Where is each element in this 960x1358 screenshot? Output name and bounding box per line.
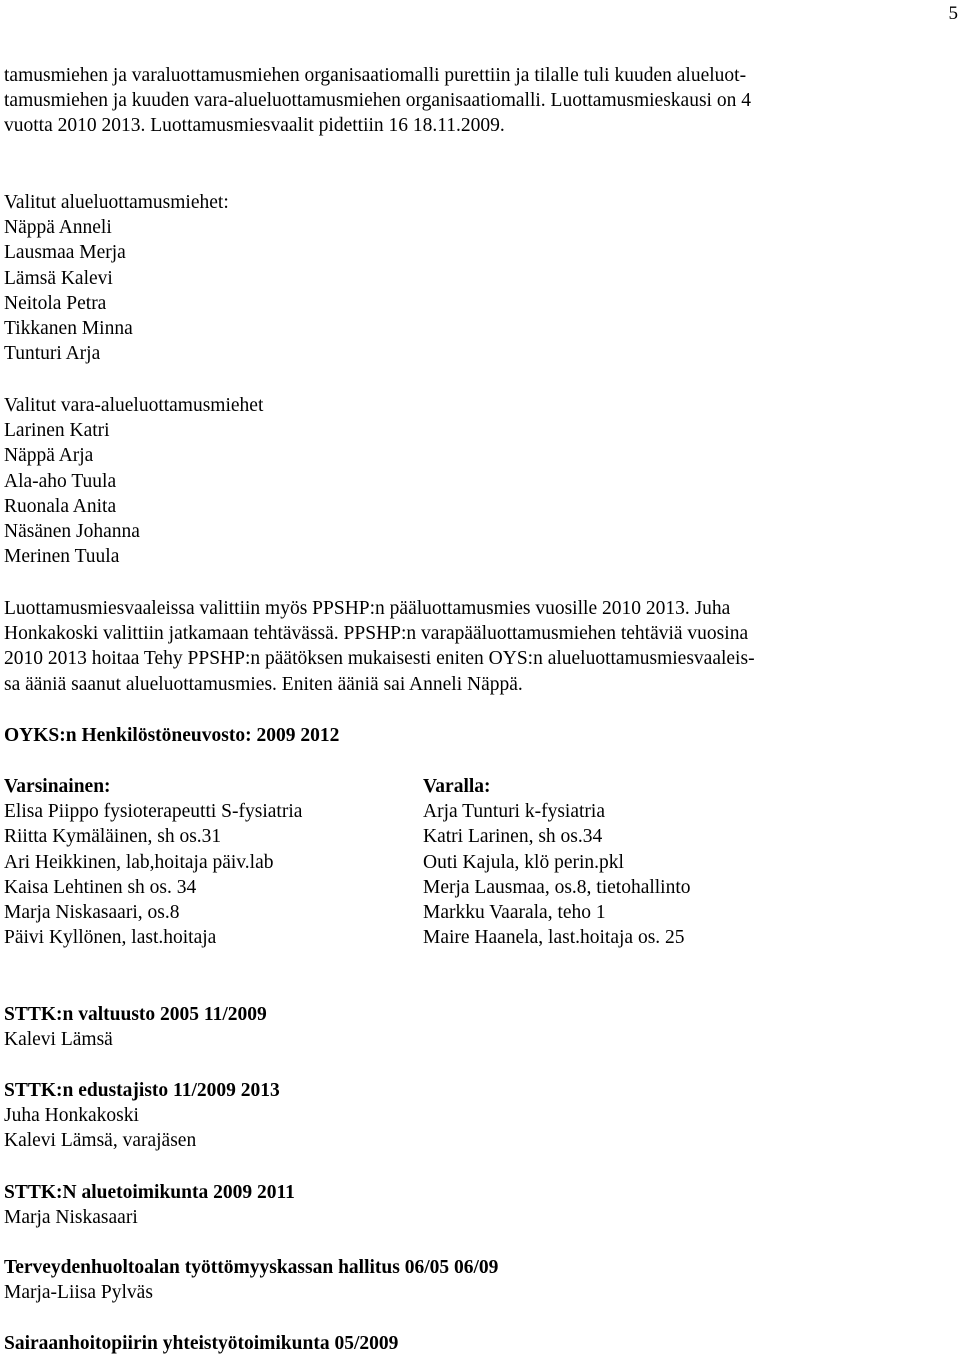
list-item: Larinen Katri	[4, 420, 110, 442]
list-item: Näppä Arja	[4, 445, 94, 467]
vara-luottamusmiehet-list	[4, 393, 864, 569]
vara-heading: Valitut vara-alueluottamusmiehet	[4, 395, 264, 416]
paragraph-line: sa ääniä saanut alueluottamusmies. Eniten ääniä sai Anneli Näppä.	[4, 673, 523, 695]
varsinainen-column	[4, 774, 302, 950]
section-heading: Terveydenhuoltoalan työttömyyskassan hallitus 06/05 06/09	[4, 1257, 499, 1278]
sttk-valtuusto-section	[4, 1002, 864, 1052]
list-item: Näsänen Johanna	[4, 521, 140, 543]
varalla-heading: Varalla:	[423, 776, 491, 797]
alue-luottamusmiehet-list	[4, 190, 864, 366]
sttk-aluetoimikunta-section	[4, 1180, 864, 1230]
list-item: Arja Tunturi k-fysiatria	[423, 801, 605, 823]
sttk-edustajisto-section	[4, 1078, 864, 1154]
varsinainen-heading: Varsinainen:	[4, 776, 111, 797]
list-item: Kaisa Lehtinen sh os. 34	[4, 876, 197, 898]
section-heading: STTK:N aluetoimikunta 2009 2011	[4, 1182, 295, 1203]
list-item: Merja Lausmaa, os.8, tietohallinto	[423, 876, 691, 898]
list-item: Näppä Anneli	[4, 217, 112, 239]
yhteistyotoimikunta-section	[4, 1331, 864, 1356]
varalla-column	[423, 774, 691, 950]
list-item: Markku Vaarala, teho 1	[423, 902, 606, 924]
tyottomyyskassa-section	[4, 1255, 864, 1305]
list-item: Kalevi Lämsä	[4, 1029, 113, 1051]
oyks-heading: OYKS:n Henkilöstöneuvosto: 2009 2012	[4, 725, 340, 746]
list-item: Merinen Tuula	[4, 546, 120, 568]
list-item: Marja Niskasaari, os.8	[4, 902, 180, 924]
list-item: Katri Larinen, sh os.34	[423, 826, 603, 848]
list-item: Ari Heikkinen, lab,hoitaja päiv.lab	[4, 851, 274, 873]
list-item: Outi Kajula, klö perin.pkl	[423, 851, 624, 873]
list-item: Lausmaa Merja	[4, 242, 126, 264]
list-item: Ruonala Anita	[4, 495, 117, 517]
list-item: Neitola Petra	[4, 292, 107, 314]
alue-heading: Valitut alueluottamusmiehet:	[4, 192, 229, 213]
list-item: Maire Haanela, last.hoitaja os. 25	[423, 927, 685, 949]
list-item: Riitta Kymäläinen, sh os.31	[4, 826, 222, 848]
intro-line: tamusmiehen ja kuuden vara-alueluottamusmiehen organisaatiomalli. Luottamusmieskausi on 4	[4, 90, 751, 112]
intro-paragraph	[4, 63, 864, 139]
section-heading: STTK:n edustajisto 11/2009 2013	[4, 1080, 280, 1101]
paragraph-line: 2010 2013 hoitaa Tehy PPSHP:n päätöksen mukaisesti eniten OYS:n alueluottamusmiesvaaleis-	[4, 648, 755, 670]
section-heading: Sairaanhoitopiirin yhteistyötoimikunta 05/2009	[4, 1333, 399, 1354]
list-item: Päivi Kyllönen, last.hoitaja	[4, 927, 217, 949]
list-item: Marja Niskasaari	[4, 1207, 138, 1229]
page-number: 5	[948, 3, 958, 24]
list-item: Kalevi Lämsä, varajäsen	[4, 1130, 197, 1152]
election-paragraph	[4, 596, 864, 697]
paragraph-line: Honkakoski valittiin jatkamaan tehtävässä. PPSHP:n varapääluottamusmiehen tehtäviä vuosina	[4, 623, 749, 645]
intro-line: tamusmiehen ja varaluottamusmiehen organisaatiomalli purettiin ja tilalle tuli kuuden alueluot-	[4, 65, 747, 86]
list-item: Tunturi Arja	[4, 343, 101, 365]
list-item: Elisa Piippo fysioterapeutti S-fysiatria	[4, 801, 303, 823]
list-item: Juha Honkakoski	[4, 1105, 139, 1127]
section-heading: STTK:n valtuusto 2005 11/2009	[4, 1004, 267, 1025]
list-item: Ala-aho Tuula	[4, 470, 117, 492]
intro-line: vuotta 2010 2013. Luottamusmiesvaalit pidettiin 16 18.11.2009.	[4, 115, 505, 137]
list-item: Lämsä Kalevi	[4, 267, 113, 289]
list-item: Tikkanen Minna	[4, 318, 133, 340]
list-item: Marja-Liisa Pylväs	[4, 1282, 153, 1304]
paragraph-line: Luottamusmiesvaaleissa valittiin myös PPSHP:n pääluottamusmies vuosille 2010 2013. Juha	[4, 598, 731, 619]
